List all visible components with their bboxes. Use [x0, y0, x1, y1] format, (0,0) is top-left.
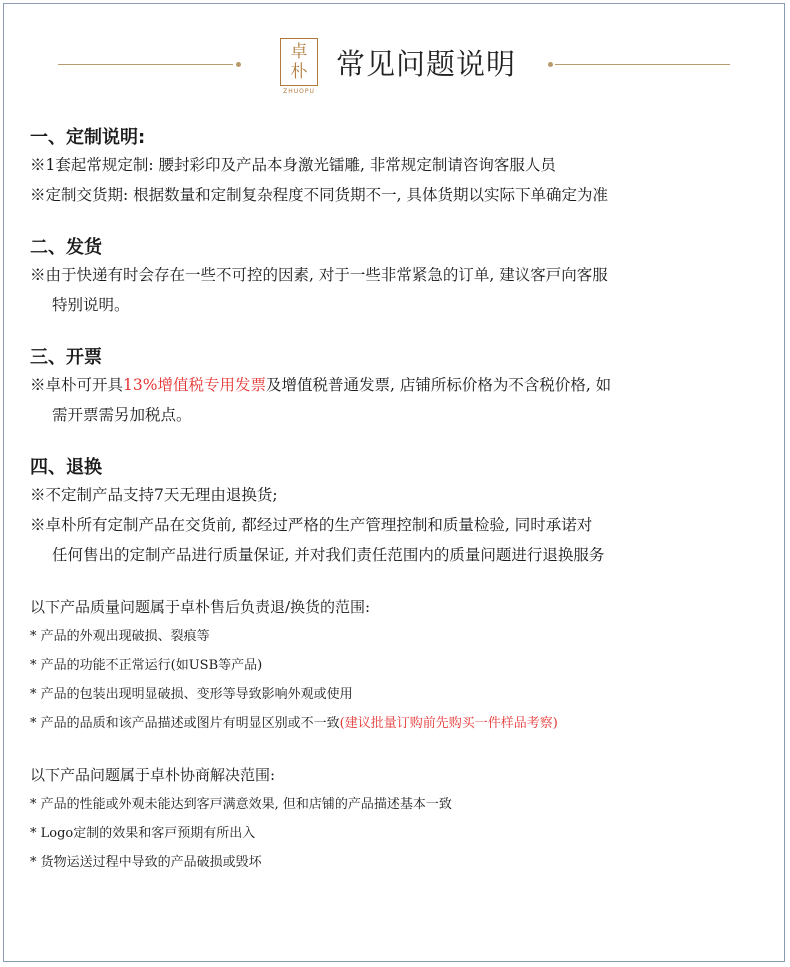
scope-lead: 以下产品质量问题属于卓朴售后负责退/换货的范围:	[30, 598, 371, 616]
section-line: ※不定制产品支持7天无理由退换货;	[30, 486, 278, 504]
list-item: * 货物运送过程中导致的产品破损或毁坏	[30, 855, 262, 870]
header-rule-left	[58, 64, 233, 65]
negotiation-scope	[30, 760, 770, 877]
section-shipping	[30, 236, 770, 320]
header-dot-right	[548, 62, 553, 67]
list-item: * Logo定制的效果和客戸预期有所出入	[30, 826, 256, 841]
section-returns	[30, 456, 770, 570]
section-line: 特别说明。	[52, 296, 130, 314]
list-item: * 产品的包装出现明显破损、变形等导致影响外观或使用	[30, 687, 353, 702]
brand-logo	[280, 38, 318, 86]
section-line: 任何售出的定制产品进行质量保证, 并对我们责任范围内的质量问题进行退换服务	[52, 546, 605, 564]
list-item-text: * 产品的品质和该产品描述或图片有明显区别或不一致	[30, 716, 340, 731]
section-heading: 三、开票	[30, 347, 102, 368]
scope-lead: 以下产品问题属于卓朴协商解决范围:	[30, 766, 276, 784]
section-invoice	[30, 346, 770, 430]
section-line	[30, 370, 770, 400]
list-item: * 产品的功能不正常运行(如USB等产品)	[30, 658, 263, 673]
section-line: ※卓朴所有定制产品在交货前, 都经过严格的生产管理控制和质量检验, 同时承诺对	[30, 516, 593, 534]
page-title: 常见问题说明	[336, 47, 517, 81]
section-heading: 四、退换	[30, 457, 102, 478]
logo-subtitle: ZHUOPU	[283, 88, 315, 95]
list-item: * 产品的性能或外观未能达到客戸满意效果, 但和店铺的产品描述基本一致	[30, 797, 452, 812]
list-item	[30, 709, 770, 738]
section-heading: 一、定制说明:	[30, 127, 146, 148]
section-line: 需开票需另加税点。	[52, 406, 192, 424]
header-rule-right	[555, 64, 730, 65]
section-customization	[30, 126, 770, 210]
section-line: ※由于快递有时会存在一些不可控的因素, 对于一些非常紧急的订单, 建议客戸向客服	[30, 266, 608, 284]
page-header	[0, 28, 790, 98]
invoice-text-a: ※卓朴可开具	[30, 376, 124, 394]
invoice-text-b: 及增值税普通发票, 店铺所标价格为不含税价格, 如	[265, 376, 612, 394]
after-sales-scope	[30, 592, 770, 738]
vat-invoice-highlight: 13%增值税专用发票	[123, 376, 266, 394]
section-line: ※定制交货期: 根据数量和定制复杂程度不同货期不一, 具体货期以实际下单确定为准	[30, 186, 609, 204]
section-line: ※1套起常规定制: 腰封彩印及产品本身激光镭雕, 非常规定制请咨询客服人员	[30, 156, 556, 174]
header-dot-left	[236, 62, 241, 67]
faq-content	[30, 126, 770, 877]
logo-char-bottom: 朴	[290, 62, 308, 82]
section-heading: 二、发货	[30, 237, 102, 258]
sample-advice-highlight: (建议批量订购前先购买一件样品考察)	[339, 716, 558, 731]
list-item: * 产品的外观出现破损、裂痕等	[30, 629, 210, 644]
logo-char-top: 卓	[290, 42, 308, 62]
